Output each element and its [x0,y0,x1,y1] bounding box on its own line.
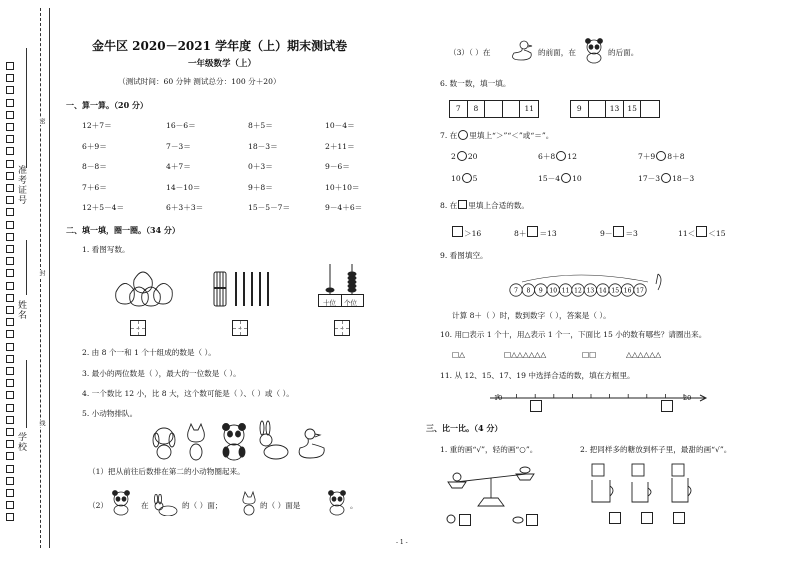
caterpillar-number: 14 [598,287,607,295]
seal-line-dashed [40,8,41,548]
compare-circle[interactable] [656,151,666,161]
duck-icon [506,40,534,62]
q9-text: 9. 看图填空。 [440,251,488,260]
compare-item [451,173,478,183]
caterpillar-number: 13 [586,287,595,295]
answer-box-peaches[interactable] [130,320,146,336]
q5-3-front: 的前面，在 [538,48,576,57]
peaches-picture [108,262,178,307]
binding-box[interactable] [6,306,14,314]
binding-box[interactable] [6,269,14,277]
sticks-picture [212,270,272,308]
sugar-box-icon [592,464,604,476]
exam-subtitle: 一年级数学（上） [188,59,257,69]
number-line [490,388,710,414]
fill-item [514,226,557,238]
apple-icon [453,473,461,481]
sequence-cell[interactable]: 15 [624,101,642,117]
fill-right: ＝13 [539,229,557,238]
sweet-answer-box[interactable] [609,512,621,524]
answer-box-sticks[interactable] [232,320,248,336]
animal-queue [150,420,330,462]
q5-1-text: （1）把从前往后数排在第二的小动物圈起来。 [88,467,245,476]
binding-box[interactable] [6,379,14,387]
q9-line: 计算 8＋（ ）时，数到数字（ ），答案是（ ）。 [452,311,611,320]
panda-icon [326,490,348,516]
number-line-answer-box[interactable] [530,400,542,412]
cup-icon [592,480,610,502]
fruit-icon [520,467,530,473]
sequence-cell[interactable] [589,101,607,117]
calc-problem[interactable]: 18－3＝ [248,141,278,151]
binding-box[interactable] [6,513,14,521]
binding-box[interactable] [6,501,14,509]
fill-left: 11＜ [678,229,696,238]
answer-box-abacus[interactable] [334,320,350,336]
binding-box[interactable] [6,257,14,265]
compare-circle[interactable] [457,151,467,161]
q5-2-side: 的（ ）面； [182,501,223,510]
q1-text: 1. 看图写数。 [82,245,130,254]
q10-option[interactable]: □□ [582,350,597,359]
fill-box[interactable] [696,226,707,237]
binding-box[interactable] [6,172,14,180]
binding-box[interactable] [6,99,14,107]
peach-icon [116,283,135,304]
fill-right: ＝3 [625,229,638,238]
calc-problem[interactable]: 12＋7＝ [82,121,112,130]
compare-item [451,151,478,161]
q10-option[interactable]: □△△△△△△ [504,350,547,359]
section-3-heading: 三、比一比。（4 分） [426,423,503,433]
school-label: 学校 [16,432,26,452]
fruit-icon [512,516,524,524]
caterpillar-number: 12 [574,287,582,295]
q8-prefix: 8. 在 [440,201,458,210]
calc-problem[interactable]: 10＋10＝ [325,182,360,192]
sugar-box-icon [672,464,684,476]
q10-text: 10. 用□表示 1 个十，用△表示 1 个一，下面比 15 小的数有哪些？请圈出来。 [440,330,707,339]
duck-icon [299,429,324,458]
peach-icon [134,272,153,293]
exam-number-line [26,48,27,168]
q7-prefix: 7. 在 [440,131,458,140]
cups-picture [588,462,698,506]
ones-label: 个位 [344,299,357,307]
abacus-base [318,294,364,307]
calc-problem[interactable]: 7－3＝ [166,141,191,151]
compare-right: 5 [472,174,478,183]
compare-left: 15－4 [538,174,561,183]
compare-item [638,173,694,183]
binding-box[interactable] [6,86,14,94]
q5-3-prefix: （3）（ ）在 [449,48,491,57]
seal-mark: 线 [38,420,45,427]
binding-box[interactable] [6,330,14,338]
compare-right: 20 [467,152,478,161]
binding-box[interactable] [6,208,14,216]
compare-left: 6＋8 [538,152,556,161]
compare-left: 10 [451,174,461,183]
rabbit-icon [260,421,288,459]
fill-box[interactable] [527,226,538,237]
panda-icon [110,490,132,516]
q8-suffix: 里填上合适的数。 [468,201,530,210]
caterpillar-number: 11 [561,287,570,295]
q8-text [440,200,529,210]
rabbit-icon [152,494,178,516]
fill-right: ＜15 [708,229,726,238]
compare-circle[interactable] [556,151,566,161]
q5-text: 5. 小动物排队。 [82,409,138,418]
compare-left: 7＋9 [638,152,656,161]
page-number: - 1 - [396,539,408,546]
binding-box[interactable] [6,233,14,241]
fill-box[interactable] [452,226,463,237]
sequence-cell[interactable]: 8 [468,101,486,117]
q10-option[interactable]: △△△△△△ [626,350,662,359]
calc-problem[interactable]: 9－6＝ [325,162,350,171]
cat-icon [188,424,205,460]
calc-problem[interactable]: 12＋5－4＝ [82,203,125,212]
compare-circle[interactable] [462,173,472,183]
binding-box[interactable] [6,221,14,229]
calc-problem[interactable]: 2＋11＝ [325,141,355,151]
caterpillar-picture [508,270,668,304]
calc-problem[interactable]: 4＋7＝ [166,162,191,171]
bead-icon [348,280,356,284]
compare-circle[interactable] [561,173,571,183]
compare-right: 12 [567,152,577,161]
sweet-answer-box[interactable] [641,512,653,524]
q2-text: 2. 由 8 个一和 1 个十组成的数是（ ）。 [82,348,216,357]
calc-problem[interactable]: 14－10＝ [166,182,201,192]
calc-problem[interactable]: 16－6＝ [166,121,196,130]
compare-left: 17－3 [638,174,661,183]
caterpillar-number: 15 [611,287,620,295]
sequence-cell[interactable]: 9 [571,101,589,117]
binding-box[interactable] [6,294,14,302]
q5-2-in: 在 [141,501,149,510]
sequence-2 [570,100,660,118]
binding-box[interactable] [6,367,14,375]
fill-left: 8＋ [514,229,527,238]
sweet-answer-box[interactable] [673,512,685,524]
binding-box[interactable] [6,355,14,363]
weight-answer-box[interactable] [526,514,538,526]
cup-icon [672,478,688,502]
caterpillar-number: 10 [549,287,558,295]
binding-box[interactable] [6,343,14,351]
binding-box[interactable] [6,135,14,143]
calc-problem[interactable]: 9－4＋6＝ [325,203,363,212]
binding-box[interactable] [6,282,14,290]
compare-left: 2 [451,152,456,161]
fill-item [600,226,638,238]
binding-box[interactable] [6,391,14,399]
calc-problem[interactable]: 8＋5＝ [248,121,273,130]
q5-2-is: 的（ ）面是 [260,501,301,510]
compare-item [538,173,582,183]
q5-2-prefix: （2） [88,501,109,510]
calc-problem[interactable]: 6＋3＋3＝ [166,203,204,212]
q6-text: 6. 数一数，填一填。 [440,79,511,88]
bead-icon [348,288,356,292]
square-symbol-icon [458,200,467,209]
fill-right: ＞16 [464,229,482,238]
caterpillar-number: 8 [526,287,531,295]
caterpillar-number: 16 [623,287,632,295]
bead-icon [348,284,356,288]
q11-text: 11. 从 12、15、17、19 中选择合适的数，填在方框里。 [440,371,635,380]
q5-2-end: 。 [350,501,358,510]
calc-problem[interactable]: 0＋3＝ [248,162,273,171]
section-1-heading: 一、算一算。（20 分） [66,100,148,110]
abacus [318,264,364,308]
number-line-tick-label: 20 [683,394,692,402]
panda-icon [223,424,246,461]
compare-sweet-text: 2. 把同样多的糖放到杯子里，最甜的画“√”。 [580,445,732,454]
sequence-cell[interactable]: 7 [450,101,468,117]
calc-problem[interactable]: 8－8＝ [82,162,107,171]
compare-right: 10 [572,174,582,183]
calc-problem[interactable]: 15－5－7＝ [248,203,291,212]
number-line-answer-box[interactable] [661,400,673,412]
dog-icon [153,428,175,459]
calc-problem[interactable]: 6＋9＝ [82,141,107,151]
abacus-rods-icon [318,264,364,294]
weight-answer-box[interactable] [459,514,471,526]
calc-problem[interactable]: 9＋8＝ [248,182,273,192]
q3-text: 3. 最小的两位数是（ ），最大的一位数是（ ）。 [82,369,241,378]
caterpillar-number: 7 [514,287,518,295]
compare-circle[interactable] [661,173,671,183]
binding-box[interactable] [6,111,14,119]
peach-icon [154,283,173,304]
sugar-box-icon [632,464,644,476]
fill-item [678,226,726,238]
caterpillar-arc [522,275,648,282]
section-2-heading: 二、填一填，圈一圈。（34 分） [66,225,180,235]
sequence-cell[interactable]: 13 [606,101,624,117]
binding-box[interactable] [6,452,14,460]
caterpillar-number: 9 [538,287,543,295]
sequence-cell[interactable]: 11 [524,104,534,113]
compare-right: 8＋8 [667,152,685,161]
binding-box[interactable] [6,74,14,82]
q5-3-back: 的后面。 [608,48,639,57]
calc-problem[interactable]: 10－4＝ [325,121,355,130]
name-label: 姓名 [16,300,26,320]
exam-meta: （测试时间：60 分钟 测试总分：100 分＋20） [118,77,281,86]
seal-mark: 密 [38,118,45,125]
binding-box[interactable] [6,477,14,485]
cat-icon [240,490,258,516]
balance-scale-picture [446,462,536,508]
circle-symbol-icon [458,130,468,140]
caterpillar-number: 17 [636,287,644,295]
school-line [26,360,27,428]
seal-line-solid [49,8,50,548]
q4-text: 4. 一个数比 12 小，比 8 大，这个数可能是（ ）、（ ）或（ ）。 [82,389,294,398]
fill-box[interactable] [613,226,624,237]
binding-box[interactable] [6,62,14,70]
calc-problem[interactable]: 7＋6＝ [82,182,107,192]
q10-option[interactable]: □△ [452,350,466,359]
exam-title: 金牛区 2020－2021 学年度（上）期末测试卷 [92,39,348,53]
seal-mark: 封 [38,270,45,277]
number-line-tick-label: 10 [494,394,503,402]
compare-weight-text: 1. 重的画“√”，轻的画“○”。 [440,445,538,454]
caterpillar-antenna-icon [656,274,661,290]
binding-box[interactable] [6,489,14,497]
sequence-cell[interactable] [485,101,503,117]
bead-icon [348,276,356,280]
sequence-cell[interactable] [503,101,521,117]
binding-box[interactable] [6,465,14,473]
binding-box[interactable] [6,404,14,412]
panda-icon [583,38,605,64]
apple-icon [446,514,456,524]
binding-margin [0,0,60,561]
q7-suffix: 里填上“＞”“＜”或“＝”。 [469,131,554,140]
compare-item [538,151,577,161]
binding-box[interactable] [6,318,14,326]
sequence-cell[interactable] [641,101,659,117]
binding-box[interactable] [6,245,14,253]
binding-box[interactable] [6,440,14,448]
binding-box[interactable] [6,160,14,168]
exam-number-label: 准考证号 [16,165,26,205]
compare-item [638,151,685,161]
q7-text [440,130,553,140]
binding-box[interactable] [6,184,14,192]
fill-item [451,226,481,238]
binding-box[interactable] [6,147,14,155]
binding-box[interactable] [6,428,14,436]
binding-box[interactable] [6,416,14,424]
name-line [26,240,27,295]
binding-box[interactable] [6,196,14,204]
cup-icon [632,482,648,502]
fill-left: 9－ [600,229,613,238]
tens-label: 十位 [323,299,336,307]
compare-right: 18－3 [672,174,695,183]
bead-icon [326,288,334,292]
bead-icon [348,272,356,276]
sequence-1 [449,100,539,118]
binding-box[interactable] [6,123,14,131]
